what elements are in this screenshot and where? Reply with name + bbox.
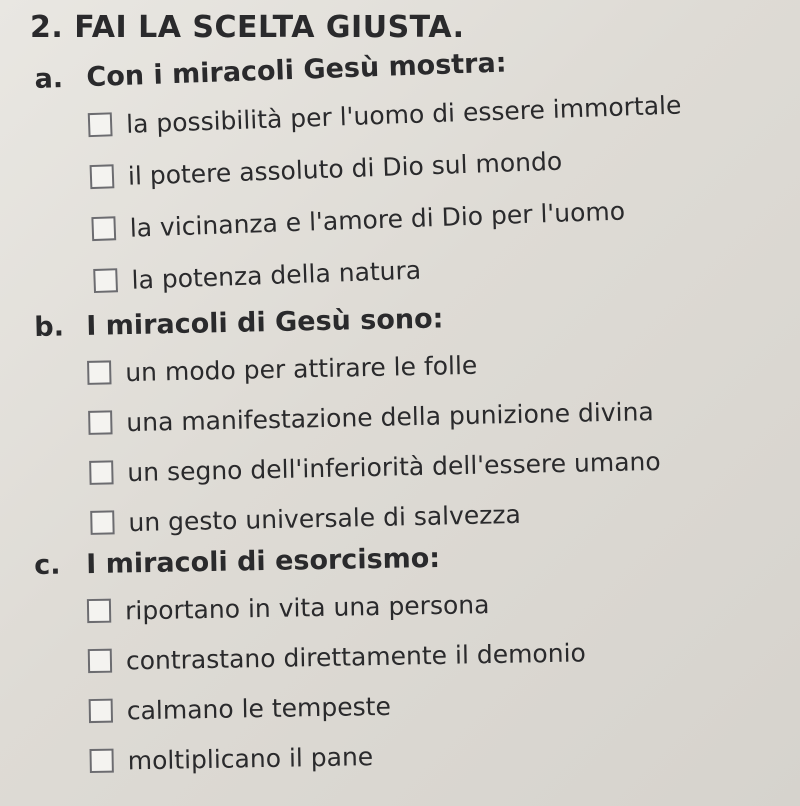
option-label: un modo per attirare le folle bbox=[124, 350, 478, 387]
question-letter: a. bbox=[34, 63, 64, 95]
checkbox[interactable] bbox=[89, 699, 113, 723]
question-a bbox=[34, 37, 800, 308]
checkbox[interactable] bbox=[91, 216, 116, 241]
option-label: moltiplicano il pane bbox=[127, 741, 374, 775]
checkbox[interactable] bbox=[88, 410, 112, 434]
option-label: il potere assoluto di Dio sul mondo bbox=[127, 146, 563, 191]
checkbox[interactable] bbox=[90, 510, 114, 534]
checkbox[interactable] bbox=[87, 599, 111, 623]
option-label: la possibilità per l'uomo di essere immortale bbox=[125, 89, 682, 139]
question-prompt: I miracoli di esorcismo: bbox=[85, 542, 441, 581]
option-label: contrastano direttamente il demonio bbox=[125, 637, 587, 675]
question-letter: b. bbox=[34, 311, 65, 343]
checkbox[interactable] bbox=[90, 164, 115, 189]
option-label: la potenza della natura bbox=[131, 255, 422, 295]
option-label: una manifestazione della punizione divina bbox=[126, 396, 654, 437]
question-prompt: I miracoli di Gesù sono: bbox=[85, 303, 444, 342]
checkbox[interactable] bbox=[88, 649, 112, 673]
options-list bbox=[35, 74, 800, 308]
question-b bbox=[34, 296, 799, 549]
option-label: riportano in vita una persona bbox=[124, 589, 490, 625]
exercise-title: 2. FAI LA SCELTA GIUSTA. bbox=[30, 10, 465, 45]
option-label: la vicinanza e l'amore di Dio per l'uomo bbox=[129, 195, 626, 243]
question-letter: c. bbox=[34, 549, 61, 581]
option-label: un gesto universale di salvezza bbox=[128, 499, 522, 537]
option-label: un segno dell'inferiorità dell'essere umano bbox=[127, 446, 661, 487]
options-list bbox=[35, 574, 798, 787]
checkbox[interactable] bbox=[88, 112, 113, 137]
question-c bbox=[34, 537, 798, 787]
question-prompt: Con i miracoli Gesù mostra: bbox=[85, 47, 507, 94]
option-label: calmano le tempeste bbox=[126, 691, 392, 725]
checkbox[interactable] bbox=[93, 268, 118, 293]
checkbox[interactable] bbox=[87, 360, 111, 384]
options-list bbox=[35, 333, 799, 549]
checkbox[interactable] bbox=[89, 749, 113, 773]
checkbox[interactable] bbox=[89, 460, 113, 484]
